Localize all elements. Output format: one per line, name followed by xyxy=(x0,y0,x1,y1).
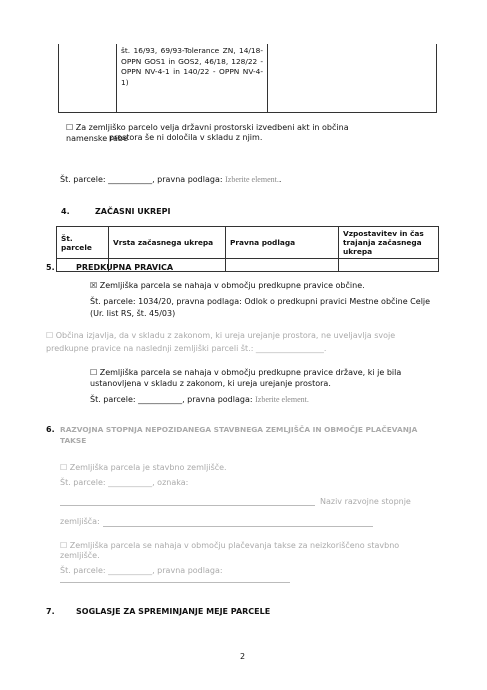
top-table-text: št. 16/93, 69/93-Tolerance ZN, 14/18- OPPN GOS1 in GOS2, 46/18, 128/22 - OPPN NV-4-1 in 140/22 - OPPN NV-4-1) xyxy=(121,46,263,87)
sec6-item2-line2: zemljišče. xyxy=(60,551,100,560)
section5-title: PREDKUPNA PRAVICA xyxy=(76,263,174,272)
sec6-level-label: Naziv razvojne stopnje xyxy=(320,497,411,506)
sec3-parcel-line xyxy=(60,175,281,184)
section6-number: 6. xyxy=(46,425,55,434)
top-table-text-cell xyxy=(117,44,268,113)
sec3-line1: Za zemljiško parcelo velja državni prostorski izvedbeni akt in občina namenske rabe xyxy=(66,123,349,143)
section7-number: 7. xyxy=(46,607,55,616)
legal-basis-select[interactable]: Izberite element. xyxy=(225,175,279,184)
sec5-grey-line2: predkupne pravice na naslednji zemljiški parceli št.: _________________. xyxy=(46,344,327,353)
sec5-item2 xyxy=(90,367,401,379)
section6-title-line1: RAZVOJNA STOPNJA NEPOZIDANEGA STAVBNEGA ZEMLJIŠČA IN OBMOČJE PLAČEVANJA xyxy=(60,425,418,434)
sec6-line xyxy=(103,526,373,527)
section5-number: 5. xyxy=(46,263,55,272)
section6-title-line2: TAKSE xyxy=(60,436,87,445)
sec5-item2-line1: Zemljiška parcela se nahaja v območju predkupne pravice države, ki je bila xyxy=(99,368,402,377)
sec3-line2: prostora še ni določila v skladu z njim. xyxy=(109,133,263,142)
sec6-item2-parcel: Št. parcele: ___________, pravna podlaga: xyxy=(60,566,223,575)
sec5-item1-detail: Št. parcele: 1034/20, pravna podlaga: Odlok o predkupni pravici Mestne občine Celje (Ur. list RS, št. 45/03) xyxy=(90,297,431,318)
sec6-item1: ☐ Zemljiška parcela je stavbno zemljišče. xyxy=(60,463,227,472)
th-duration: Vzpostavitev in čas trajanja začasnega ukrepa xyxy=(339,227,439,259)
top-table-right-cell xyxy=(268,44,437,113)
sec6-item2-line1: ☐ Zemljiška parcela se nahaja v območju plačevanja takse za neizkoriščeno stavbno xyxy=(60,541,400,550)
sec6-zemljisca: zemljišča: xyxy=(60,517,100,526)
sec3-suffix: . xyxy=(278,175,282,184)
sec5-item2-parcel-prefix: Št. parcele: ___________, pravna podlaga: xyxy=(90,395,253,404)
sec5-item1 xyxy=(90,281,365,290)
checkbox[interactable]: ☐ xyxy=(90,368,98,377)
th-measure-type: Vrsta začasnega ukrepa xyxy=(109,227,226,259)
sec5-item2-line2: ustanovljena v skladu z zakonom, ki ureja urejanje prostora. xyxy=(90,379,331,388)
sec6-line xyxy=(60,505,315,506)
sec3-parcel-prefix: Št. parcele: ___________, pravna podlaga: xyxy=(60,175,223,184)
legal-basis-select[interactable]: Izberite element. xyxy=(255,395,309,404)
section4-number: 4. xyxy=(61,207,70,216)
checkbox-checked[interactable]: ☒ xyxy=(90,281,98,290)
checkbox[interactable]: ☐ xyxy=(66,123,74,132)
top-table-left-cell xyxy=(59,44,117,113)
sec5-item1-text: Zemljiška parcela se nahaja v območju predkupne pravice občine. xyxy=(99,281,365,290)
sec6-line xyxy=(60,582,290,583)
section4-title: ZAČASNI UKREPI xyxy=(95,207,171,216)
th-parcel: Št. parcele xyxy=(57,227,109,259)
sec5-item2-parcel xyxy=(90,395,309,404)
table-cell[interactable] xyxy=(226,259,339,272)
table-cell[interactable] xyxy=(339,259,439,272)
sec6-item1-parcel: Št. parcele: ___________, oznaka: xyxy=(60,478,189,487)
th-legal-basis: Pravna podlaga xyxy=(226,227,339,259)
sec5-grey-line1: ☐ Občina izjavlja, da v skladu z zakonom, ki ureja urejanje prostora, ne uveljavlja svoje xyxy=(46,331,396,340)
page-number: 2 xyxy=(240,652,246,661)
section7-title: SOGLASJE ZA SPREMINJANJE MEJE PARCELE xyxy=(76,607,271,616)
top-table xyxy=(58,44,437,113)
